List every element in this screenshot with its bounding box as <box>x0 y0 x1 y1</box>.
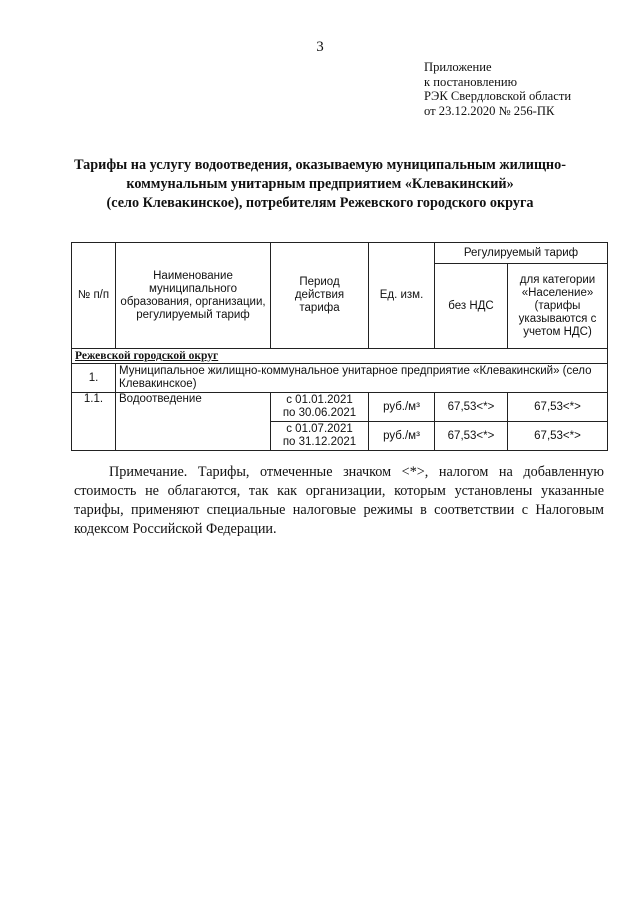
appendix-line: от 23.12.2020 № 256-ПК <box>424 103 555 118</box>
tariff-table <box>71 242 608 451</box>
population-cell: 67,53<*> <box>508 393 608 422</box>
header-period: Период действия тарифа <box>271 243 369 349</box>
appendix-line: к постановлению <box>424 74 518 89</box>
period-to: по 31.12.2021 <box>282 436 357 448</box>
unit-cell: руб./м³ <box>369 422 435 451</box>
period-cell <box>271 393 369 422</box>
header-population: для категории «Население» (тарифы указываются с учетом НДС) <box>508 264 608 349</box>
document-title <box>30 156 610 213</box>
period-from: с 01.01.2021 <box>286 394 353 406</box>
region-row: Режевской городской округ <box>72 349 608 364</box>
header-no-vat: без НДС <box>435 264 508 349</box>
title-line: Тарифы на услугу водоотведения, оказываемую муниципальным жилищно- <box>74 157 566 173</box>
header-name: Наименование муниципального образования, организации, регулируемый тариф <box>116 243 271 349</box>
org-name: Муниципальное жилищно-коммунальное унитарное предприятие «Клевакинский» (село Клевакинское) <box>116 364 608 393</box>
period-from: с 01.07.2021 <box>286 423 353 435</box>
period-cell <box>271 422 369 451</box>
period-to: по 30.06.2021 <box>282 407 357 419</box>
unit-cell: руб./м³ <box>369 393 435 422</box>
appendix-line: Приложение <box>424 60 492 74</box>
org-num: 1. <box>72 364 116 393</box>
appendix-line: РЭК Свердловской области <box>424 89 572 103</box>
title-line: (село Клевакинское), потребителям Режевского городского округа <box>106 195 534 211</box>
header-num: № п/п <box>72 243 116 349</box>
header-regulated-tariff: Регулируемый тариф <box>435 243 608 264</box>
no-vat-cell: 67,53<*> <box>435 393 508 422</box>
title-line: коммунальным унитарным предприятием «Клевакинский» <box>126 176 514 192</box>
service-name: Водоотведение <box>116 393 271 451</box>
note-paragraph: Примечание. Тарифы, отмеченные значком <*>, налогом на добавленную стоимость не облагаются, так как организации, которым установлены указанные тарифы, применяют специальные налоговые режимы в соответствии с Налоговым кодексом Российской Федерации. <box>74 464 604 537</box>
population-cell: 67,53<*> <box>508 422 608 451</box>
appendix-block <box>424 60 571 118</box>
no-vat-cell: 67,53<*> <box>435 422 508 451</box>
page-number: 3 <box>316 39 324 55</box>
service-num: 1.1. <box>72 393 116 451</box>
header-unit: Ед. изм. <box>369 243 435 349</box>
